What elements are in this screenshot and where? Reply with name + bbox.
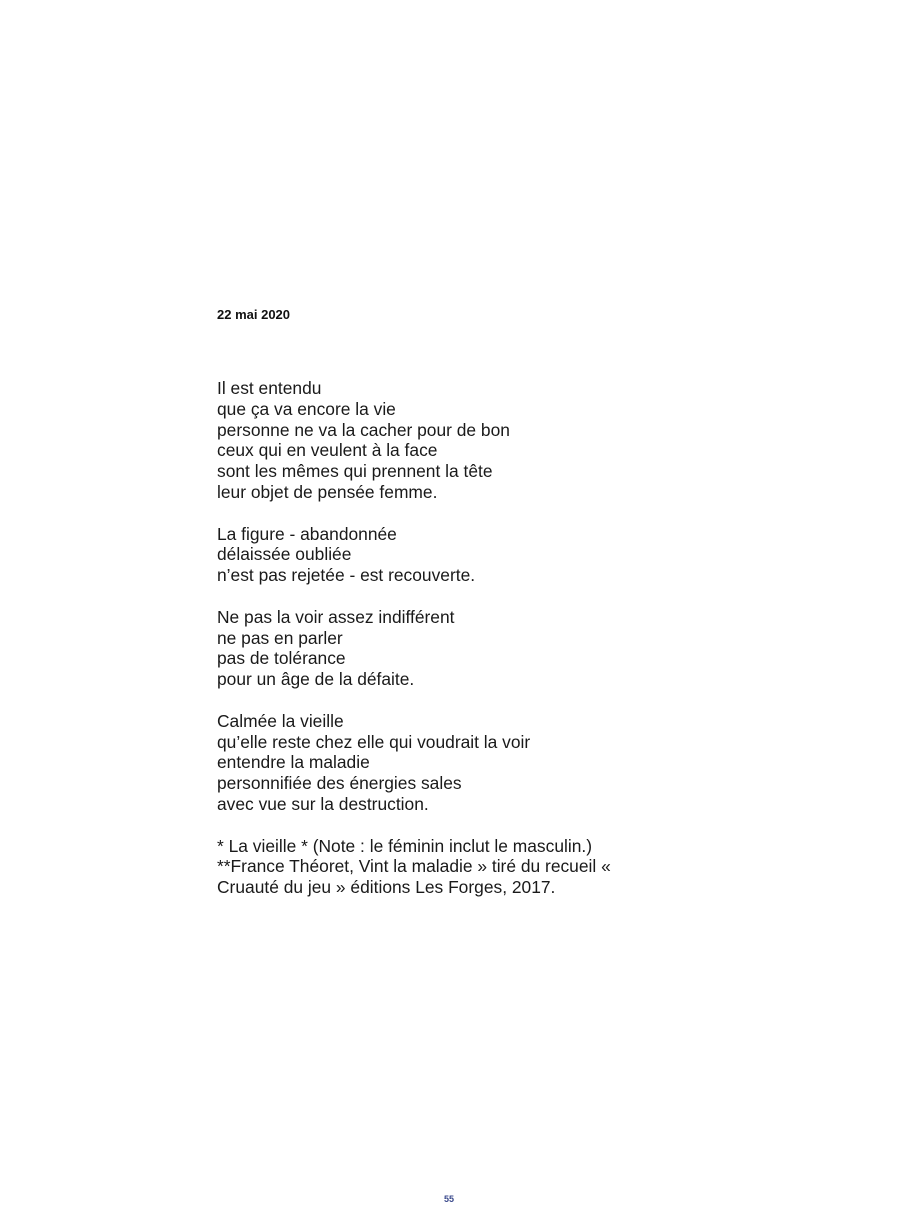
- footnote-line: Cruauté du jeu » éditions Les Forges, 2017.: [217, 877, 556, 898]
- page-number: 55: [443, 1194, 454, 1204]
- entry-date: 22 mai 2020: [217, 307, 291, 322]
- poem-line: La figure - abandonnée: [217, 523, 397, 544]
- poem-line: entendre la maladie: [217, 752, 370, 773]
- poem-line: n’est pas rejetée - est recouverte.: [217, 565, 476, 586]
- poem-line: avec vue sur la destruction.: [217, 793, 429, 814]
- stanza-1: [217, 378, 817, 503]
- stanza-4: [217, 711, 817, 815]
- poem-line: pas de tolérance: [217, 648, 346, 669]
- poem-line: Il est entendu: [217, 378, 322, 398]
- poem-line: ceux qui en veulent à la face: [217, 440, 438, 461]
- poem-line: personnifiée des énergies sales: [217, 773, 462, 794]
- stanza-3: [217, 607, 817, 690]
- poem-line: Ne pas la voir assez indifférent: [217, 606, 455, 627]
- poem-body: [217, 378, 817, 919]
- poem-line: ne pas en parler: [217, 627, 343, 648]
- poem-line: personne ne va la cacher pour de bon: [217, 419, 510, 440]
- poem-line: qu’elle reste chez elle qui voudrait la voir: [217, 731, 531, 752]
- poem-line: que ça va encore la vie: [217, 398, 396, 419]
- poem-line: délaissée oubliée: [217, 544, 352, 565]
- footnote-line: **France Théoret, Vint la maladie » tiré du recueil «: [217, 856, 611, 877]
- poem-line: Calmée la vieille: [217, 710, 344, 731]
- footnote-block: [217, 836, 817, 898]
- poem-line: leur objet de pensée femme.: [217, 481, 438, 502]
- poem-line: pour un âge de la défaite.: [217, 669, 415, 690]
- footnote-line: * La vieille * (Note : le féminin inclut le masculin.): [217, 835, 593, 856]
- poem-line: sont les mêmes qui prennent la tête: [217, 461, 493, 482]
- stanza-2: [217, 524, 817, 586]
